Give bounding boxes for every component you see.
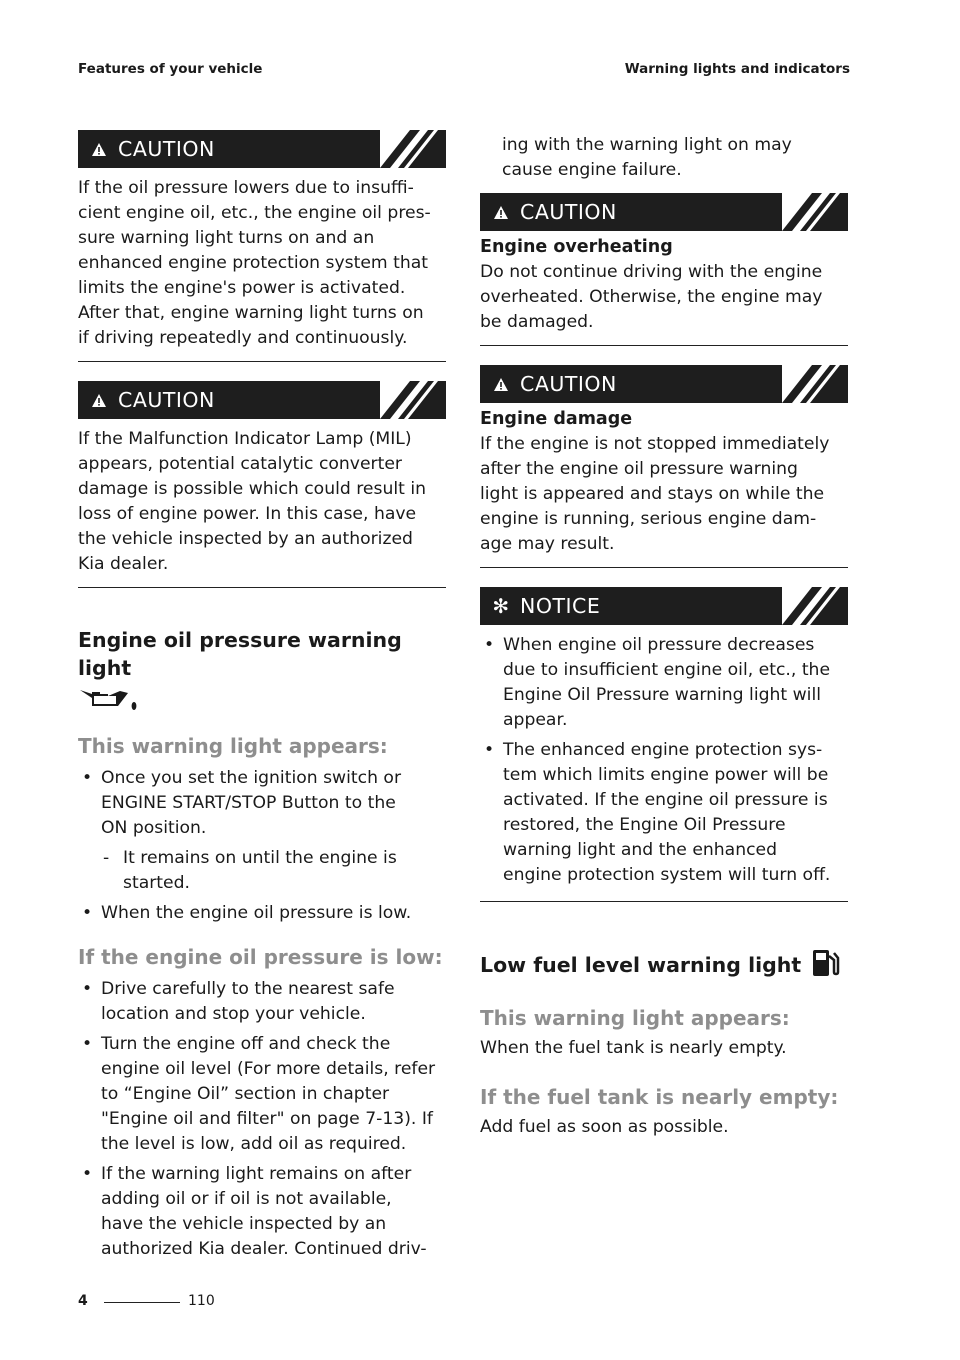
list-item-line: tem which limits engine power will be (503, 765, 829, 785)
fuel-pump-icon (809, 946, 843, 984)
caution-text-line: engine is running, serious engine dam- (480, 509, 817, 529)
caution-text-line: After that, engine warning light turns on (78, 303, 424, 323)
caution-text-line: limits the engine's power is activated. (78, 278, 406, 298)
list-item-line: authorized Kia dealer. Continued driv- (101, 1239, 427, 1259)
list-item-line: activated. If the engine oil pressure is (503, 790, 828, 810)
list-item-line: engine protection system will turn off. (503, 865, 831, 885)
caution-text-line: appears, potential catalytic converter (78, 454, 403, 474)
caution-title: Engine damage (480, 409, 633, 429)
caution-text-line: Kia dealer. (78, 554, 169, 574)
caution-banner (78, 381, 446, 419)
caution-label: CAUTION (118, 137, 215, 161)
list-item-line: Engine Oil Pressure warning light will (503, 685, 821, 705)
caution-text-line: Do not continue driving with the engine (480, 262, 823, 282)
caution-label: CAUTION (520, 200, 617, 224)
list-item-line: restored, the Engine Oil Pressure (503, 815, 786, 835)
caution-text-line: after the engine oil pressure warning (480, 459, 798, 479)
body-text: When the fuel tank is nearly empty. (480, 1038, 787, 1058)
text-line: cause engine failure. (502, 160, 682, 180)
notice-banner (480, 587, 848, 625)
subsection-heading: If the engine oil pressure is low: (78, 945, 443, 969)
list-item-line: have the vehicle inspected by an (101, 1214, 387, 1234)
oil-can-icon (78, 686, 446, 716)
list-item-line: • If the warning light remains on after (101, 1164, 412, 1184)
bullet-list (78, 977, 446, 1262)
list-item-line: ENGINE START/STOP Button to the (101, 793, 396, 813)
subsection-heading: This warning light appears: (480, 1006, 790, 1030)
list-item-line: to “Engine Oil” section in chapter (101, 1084, 390, 1104)
list-item (480, 633, 848, 733)
caution-text-line: light is appeared and stays on while the (480, 484, 825, 504)
page-number: 110 (188, 1293, 215, 1309)
text-line: ing with the warning light on may (502, 135, 792, 155)
list-item-line: appear. (503, 710, 568, 730)
right-column (480, 130, 848, 1140)
list-item (480, 738, 848, 888)
running-header-right: Warning lights and indicators (624, 61, 850, 77)
caution-body (78, 168, 446, 362)
notice-label: NOTICE (520, 594, 601, 618)
section-title: Engine oil pressure warning light (78, 628, 402, 680)
caution-body (78, 419, 446, 588)
caution-label: CAUTION (118, 388, 215, 412)
caution-text-line: the vehicle inspected by an authorized (78, 529, 413, 549)
subsection-heading: This warning light appears: (78, 734, 388, 758)
list-item-line: started. (123, 873, 190, 893)
list-item-line: It remains on until the engine is (123, 848, 397, 868)
caution-text-line: enhanced engine protection system that (78, 253, 429, 273)
list-item-line: • When the engine oil pressure is low. (101, 903, 412, 923)
list-item-line: the level is low, add oil as required. (101, 1134, 407, 1154)
caution-title: Engine overheating (480, 237, 673, 257)
list-item-line: • When engine oil pressure decreases (503, 635, 815, 655)
footer-divider (104, 1302, 180, 1303)
caution-body (480, 403, 848, 568)
warning-triangle-icon (88, 142, 110, 157)
list-item-line: warning light and the enhanced (503, 840, 778, 860)
subsection-heading: If the fuel tank is nearly empty: (480, 1085, 839, 1109)
caution-text-line: if driving repeatedly and continuously. (78, 328, 408, 348)
caution-text-line: If the engine is not stopped immediately (480, 434, 830, 454)
caution-text-line: loss of engine power. In this case, have (78, 504, 417, 524)
list-item-line: • Once you set the ignition switch or (101, 768, 402, 788)
slash-decoration (782, 193, 848, 231)
bullet-list (78, 901, 446, 926)
list-item-line: ON position. (101, 818, 207, 838)
dash-marker: - (103, 848, 110, 868)
caution-text-line: If the oil pressure lowers due to insuffi- (78, 178, 414, 198)
slash-decoration (782, 365, 848, 403)
caution-text-line: overheated. Otherwise, the engine may (480, 287, 823, 307)
list-item-line: location and stop your vehicle. (101, 1004, 366, 1024)
section-title-row (480, 946, 848, 984)
list-item-line: • The enhanced engine protection sys- (503, 740, 823, 760)
list-item-line: • Drive carefully to the nearest safe (101, 979, 395, 999)
list-item (78, 977, 446, 1027)
caution-text-line: cient engine oil, etc., the engine oil pres- (78, 203, 431, 223)
caution-text-line: age may result. (480, 534, 615, 554)
chapter-number: 4 (78, 1293, 88, 1309)
caution-banner (480, 365, 848, 403)
list-item (78, 766, 446, 841)
caution-banner (78, 130, 446, 168)
running-header-left: Features of your vehicle (78, 61, 263, 77)
list-item (78, 1162, 446, 1262)
warning-triangle-icon (490, 205, 512, 220)
bullet-list (480, 633, 848, 888)
caution-label: CAUTION (520, 372, 617, 396)
continued-text (480, 133, 848, 183)
slash-decoration (380, 381, 446, 419)
list-item-line: • Turn the engine off and check the (101, 1034, 391, 1054)
caution-text-line: be damaged. (480, 312, 594, 332)
caution-text-line: damage is possible which could result in (78, 479, 426, 499)
asterisk-icon: ✻ (492, 594, 510, 618)
list-item (78, 1032, 446, 1157)
sub-list-item (78, 846, 446, 896)
caution-text-line: sure warning light turns on and an (78, 228, 375, 248)
caution-banner (480, 193, 848, 231)
warning-triangle-icon (490, 377, 512, 392)
list-item (78, 901, 446, 926)
notice-body (480, 625, 848, 902)
slash-decoration (782, 587, 848, 625)
warning-triangle-icon (88, 393, 110, 408)
body-text: Add fuel as soon as possible. (480, 1117, 729, 1137)
left-column (78, 130, 446, 1267)
caution-text-line: If the Malfunction Indicator Lamp (MIL) (78, 429, 412, 449)
list-item-line: due to insufficient engine oil, etc., the (503, 660, 831, 680)
caution-body (480, 231, 848, 346)
bullet-list (78, 766, 446, 841)
list-item-line: engine oil level (For more details, refer (101, 1059, 436, 1079)
slash-decoration (380, 130, 446, 168)
list-item-line: adding oil or if oil is not available, (101, 1189, 392, 1209)
list-item-line: "Engine oil and filter" on page 7-13). If (101, 1109, 433, 1129)
section-title: Low fuel level warning light (480, 953, 802, 977)
